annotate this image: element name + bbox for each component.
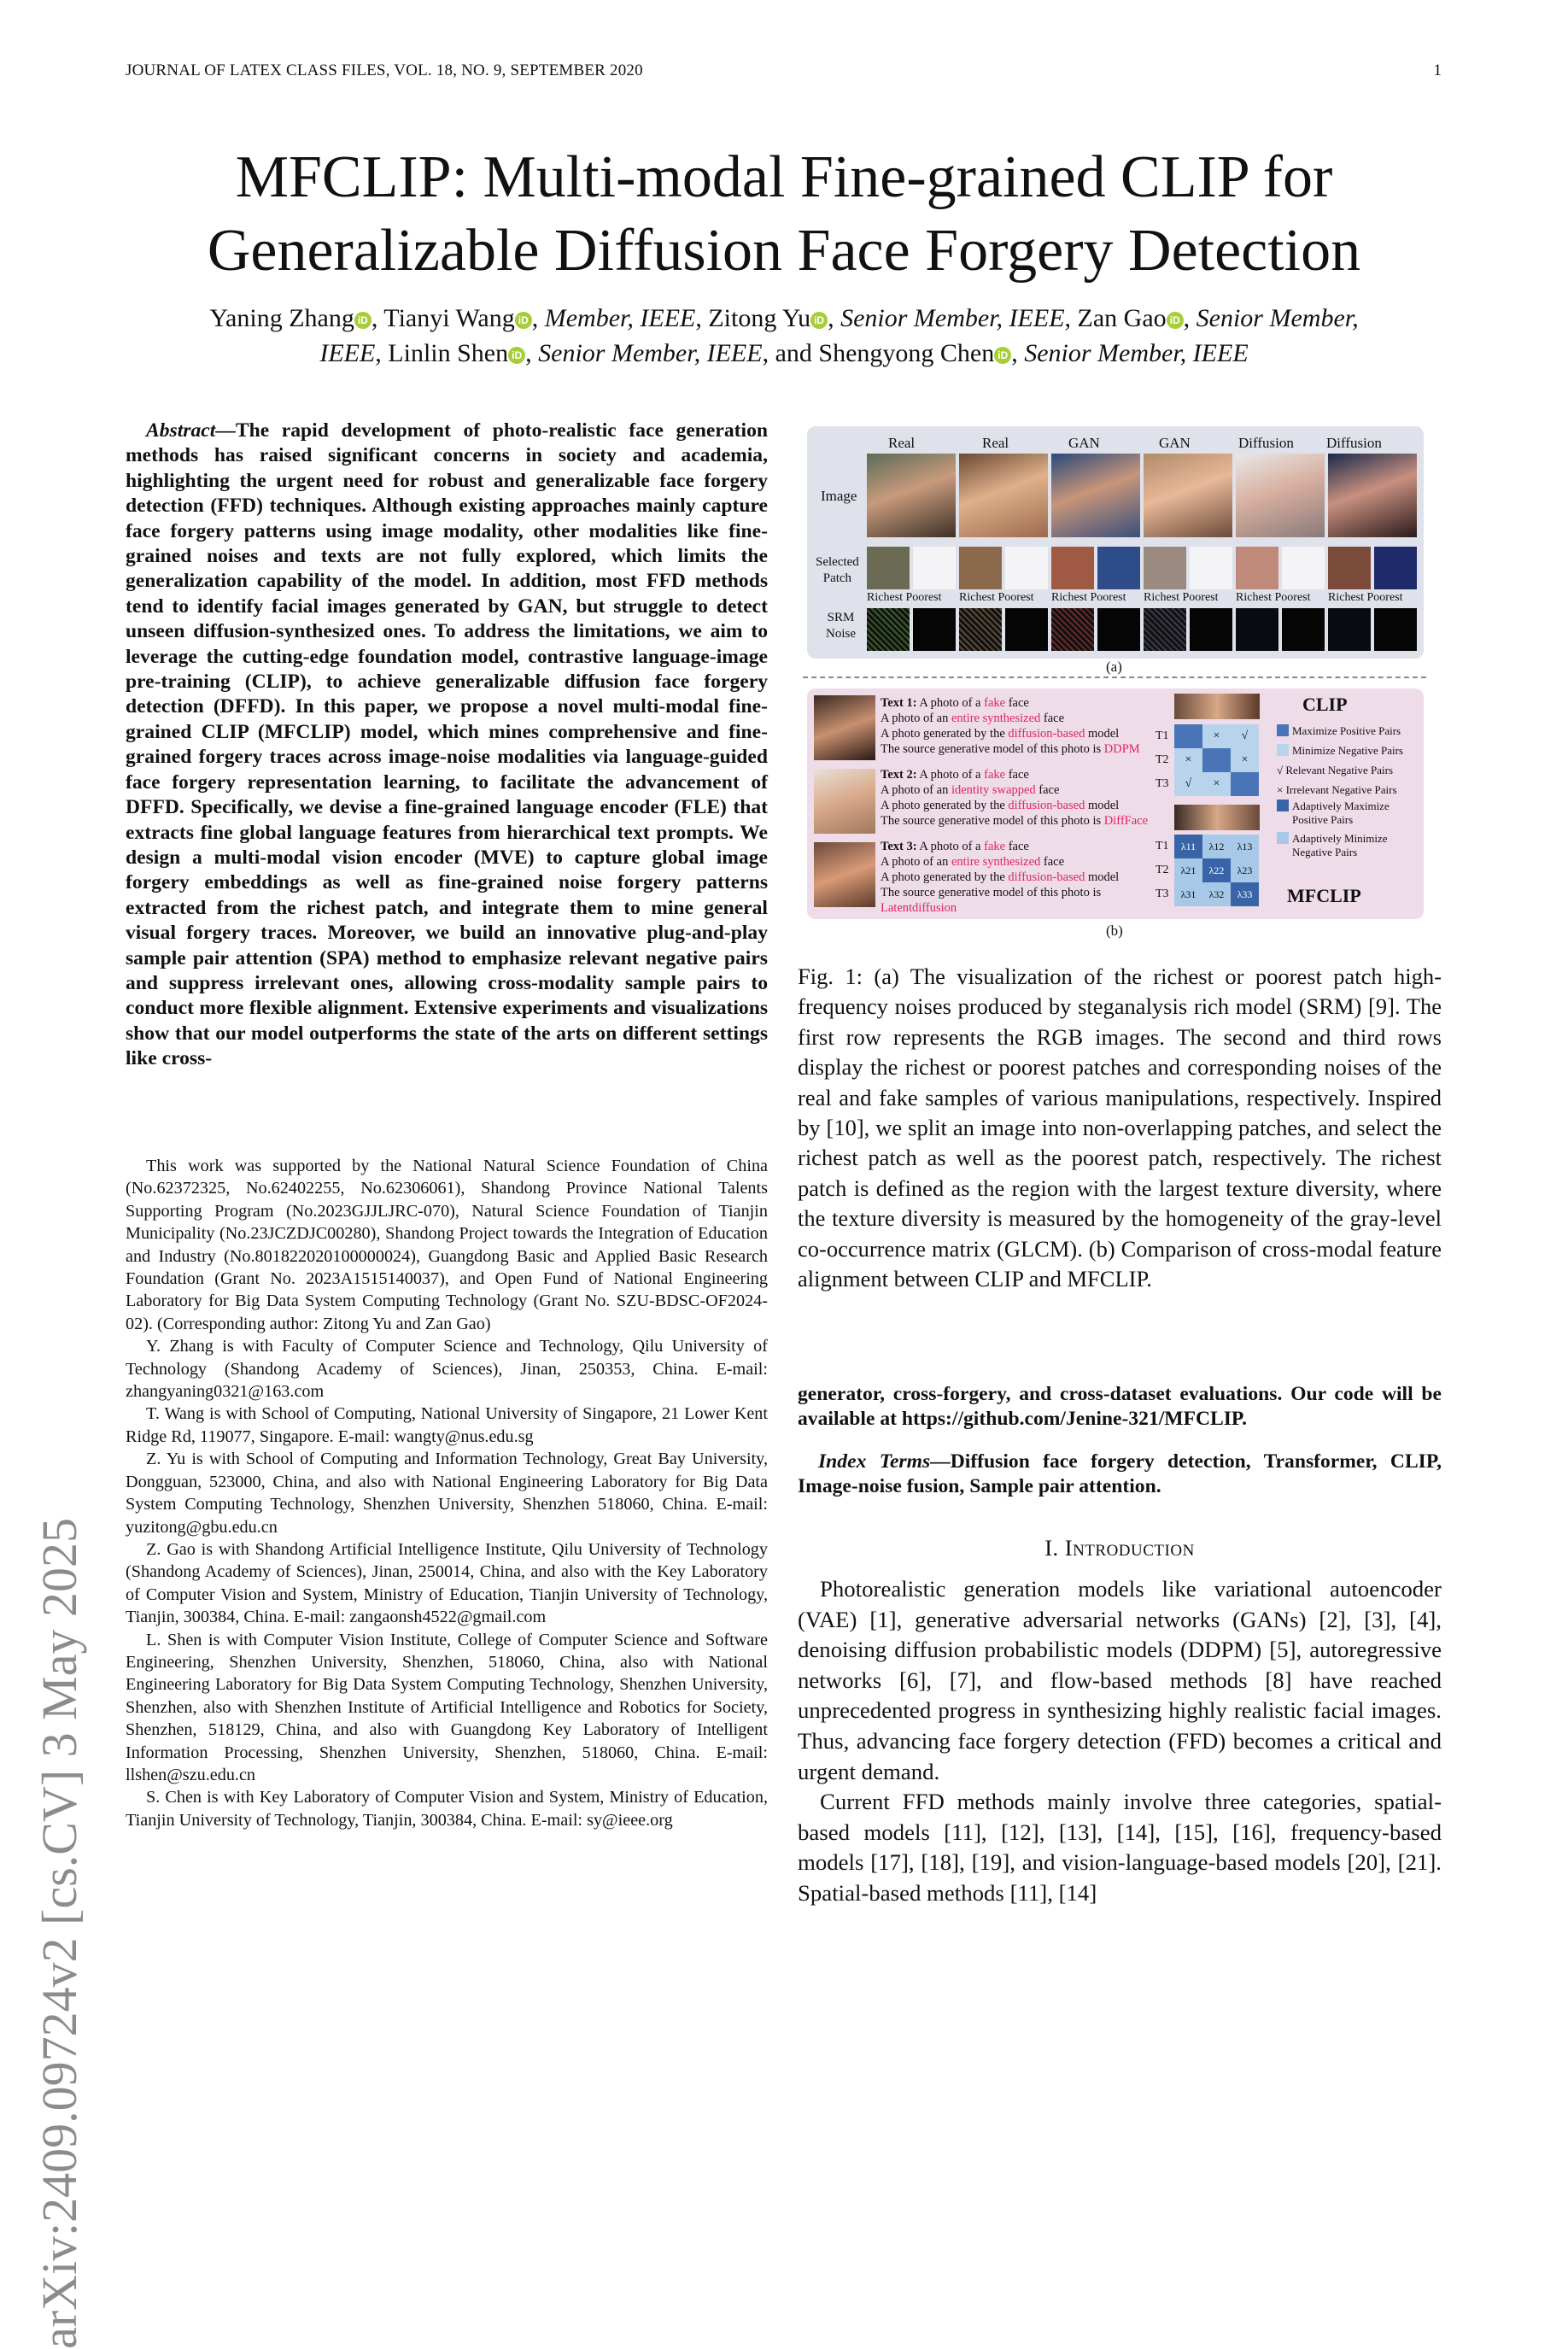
figure-1b-panel: [807, 688, 1424, 919]
orcid-icon[interactable]: iD: [994, 347, 1011, 364]
figure-label-a: (a): [1106, 659, 1122, 675]
noise-poorest: [1374, 608, 1417, 651]
face-image-diffusion-2: [1328, 454, 1417, 537]
paragraph: Photorealistic generation models like variational autoencoder (VAE) [1], generative adversarial networks (GANs) [2], [3], [4], denoising diffusion probabilistic models (DDPM) [5], autoregressive networks [6], [7], and flow-based methods [8] have reached unprecedented progress in synthesizing highly realistic facial images. Thus, advancing face forgery detection (FFD) becomes a critical and urgent demand.: [798, 1576, 1442, 1784]
orcid-icon[interactable]: iD: [354, 312, 372, 329]
noise-richest: [867, 608, 910, 651]
mfclip-alignment-matrix: λ11 λ12 λ13 λ21 λ22 λ23 λ31 λ32 λ33: [1174, 835, 1259, 906]
abstract: [126, 419, 768, 1072]
face-thumbnail-row: [1174, 694, 1260, 719]
mfclip-label: MFCLIP: [1287, 885, 1361, 906]
patch-label: Richest Poorest: [1328, 591, 1403, 604]
abstract-lead: Abstract: [146, 419, 216, 442]
footnotes: [126, 1155, 768, 1831]
author-role: Senior Member,: [1196, 304, 1359, 332]
noise-poorest: [1097, 608, 1140, 651]
index-terms-text: —Diffusion face forgery detection, Transformer, CLIP, Image-noise fusion, Sample pair attention.: [798, 1450, 1442, 1498]
noise-poorest: [1190, 608, 1232, 651]
column-label: Real: [982, 435, 1009, 451]
noise-poorest: [1005, 608, 1048, 651]
figure-caption: Fig. 1: (a) The visualization of the richest or poorest patch high-frequency noises produced by steganalysis rich model (SRM) [9]. The first row represents the RGB images. The second and third rows display the richest or poorest patches and corresponding noises of the real and fake samples of various manipulations, respectively. Inspired by [10], we split an image into non-overlapping patches, and select the richest patch as well as the poorest patch, respectively. The richest patch is defined as the region with the largest texture diversity, where the texture diversity is measured by the homogeneity of the gray-level co-occurrence matrix (GLCM). (b) Comparison of cross-modal feature alignment between CLIP and MFCLIP.: [798, 964, 1442, 1292]
orcid-icon[interactable]: iD: [1167, 312, 1184, 329]
author-name: Zitong Yu: [708, 304, 811, 332]
running-head: JOURNAL OF LATEX CLASS FILES, VOL. 18, NO. 9, SEPTEMBER 2020: [126, 62, 643, 79]
noise-richest: [1144, 608, 1186, 651]
clip-row-labels: T1 T2 T3: [1156, 729, 1169, 790]
patch-richest: [867, 547, 910, 589]
legend: Maximize Positive Pairs Minimize Negative Pairs √ Relevant Negative Pairs × Irrelevant Negative Pairs Adaptively Maximize Positive Pairs Adaptively Minimize Negative Pairs: [1277, 724, 1403, 858]
paper-title: [85, 141, 1483, 288]
noise-poorest: [1282, 608, 1325, 651]
abstract-continuation: generator, cross-forgery, and cross-dataset evaluations. Our code will be available at https://github.com/Jenine-321/MFCLIP.: [798, 1383, 1442, 1431]
noise-richest: [1328, 608, 1371, 651]
author-name: Yaning Zhang: [209, 304, 354, 332]
text-prompt-3: Text 3: A photo of a fake face A photo of an entire synthesized face A photo generated by the diffusion-based model The source generative model of this photo is Latentdiffusion: [881, 840, 1120, 915]
clip-label: CLIP: [1302, 694, 1348, 715]
noise-richest: [1236, 608, 1278, 651]
patch-label: Richest Poorest: [867, 591, 942, 604]
abstract-text: —The rapid development of photo-realistic face generation methods has raised significant concerns in society and academia, highlighting the urgent need for robust and generalizable face forgery detection (FFD) techniques. Although existing approaches mainly capture face forgery patterns using image modality, other modalities like fine-grained noises and texts are not fully explored, which limits the generalization capability of the model. In addition, most FFD methods tend to identify facial images generated by GAN, but struggle to detect unseen diffusion-synthesized ones. To address the limitations, we aim to leverage the cutting-edge foundation model, contrastive language-image pre-training (CLIP), to achieve generalizable diffusion face forgery detection (DFFD). In this paper, we propose a novel multi-modal fine-grained CLIP (MFCLIP) model, which mines comprehensive and fine-grained forgery traces across image-noise modalities via language-guided face forgery representation learning, to facilitate the advancement of DFFD. Specifically, we devise a fine-grained language encoder (FLE) that extracts fine global language features from hierarchical text prompts. We design a multi-modal vision encoder (MVE) to capture global image forgery embeddings as well as fine-grained noise forgery patterns extracted from the richest patch, and integrate them to mine general visual forgery traces. Moreover, we build an innovative plug-and-play sample pair attention (SPA) method to emphasize relevant negative pairs and suppress irrelevant ones, allowing cross-modality sample pairs to conduct more flexible alignment. Extensive experiments and visualizations show that our model outperforms the state of the arts on different settings like cross-: [126, 419, 768, 1070]
clip-alignment-matrix: × √ × × √ ×: [1174, 724, 1259, 796]
patch-label: Richest Poorest: [1144, 591, 1219, 604]
row-label-image: Image: [821, 488, 857, 504]
patch-richest: [1144, 547, 1186, 589]
patch-poorest: [1097, 547, 1140, 589]
face-image-diffusion-1: [1236, 454, 1325, 537]
face-thumbnail: [814, 842, 875, 907]
figure-label-b: (b): [1106, 923, 1123, 939]
patch-richest: [1051, 547, 1094, 589]
index-terms: [798, 1450, 1442, 1500]
orcid-icon[interactable]: iD: [508, 347, 525, 364]
mfclip-row-labels: T1 T2 T3: [1156, 840, 1169, 900]
footnote-affiliation: Y. Zhang is with Faculty of Computer Science and Technology, Qilu University of Technology (Shandong Academy of Sciences), Jinan, 250353, China. E-mail: zhangyaning0321@163.com: [126, 1337, 768, 1402]
author-name: Zan Gao: [1077, 304, 1167, 332]
face-image-real-2: [959, 454, 1048, 537]
text-prompt-1: Text 1: A photo of a fake face A photo of an entire synthesized face A photo generated by the diffusion-based model The source generative model of this photo is DDPM: [881, 696, 1140, 756]
patch-richest: [1236, 547, 1278, 589]
patch-label: Richest Poorest: [1051, 591, 1126, 604]
patch-richest: [959, 547, 1002, 589]
face-thumbnail: [814, 695, 875, 760]
figure-1a-panel: [807, 426, 1424, 659]
index-terms-lead: Index Terms: [818, 1450, 931, 1473]
author-name: and Shengyong Chen: [775, 339, 995, 367]
face-thumbnail: [814, 769, 875, 834]
footnote-funding: This work was supported by the National Natural Science Foundation of China (No.62372325, No.62402255, No.62306061), Shandong Province National Talents Supporting Program (No.2023GJJLJRC-070), Natural Science Foundation of Tianjin Municipality (No.23JCZDJC00280), Shandong Project towards the Integration of Education and Industry (No.801822020100000024), Guangdong Basic and Applied Basic Research Foundation (Grant No. 2023A1515140037), and Open Fund of National Engineering Laboratory for Big Data System Computing Technology (Grant No. SZU-BDSC-OF2024-02). (Corresponding author: Zitong Yu and Zan Gao): [126, 1157, 768, 1333]
author-role: IEEE: [319, 339, 376, 367]
noise-richest: [1051, 608, 1094, 651]
page-number: 1: [1433, 62, 1442, 79]
figure-divider: [803, 677, 1426, 678]
row-label-patch: Selected Patch: [816, 555, 859, 585]
arxiv-stamp: arXiv:2409.09724v2 [cs.CV] 3 May 2025: [32, 1517, 87, 2349]
orcid-icon[interactable]: iD: [810, 312, 828, 329]
column-label: Diffusion: [1326, 435, 1382, 451]
author-list: Yaning Zhang iD , Tianyi Wang iD , Member, IEEE, Zitong Yu iD , Senior Member, IEEE, Zan Gao iD , Senior Member, IEEE, Linlin Shen iD , Senior Member, IEEE, and Shengyong Chen iD , Senior Member, IEEE: [209, 304, 1359, 367]
author-role: Senior Member, IEEE: [1024, 339, 1249, 367]
author-role: Senior Member, IEEE: [840, 304, 1065, 332]
footnote-affiliation: Z. Gao is with Shandong Artificial Intelligence Institute, Qilu University of Technology (Shandong Academy of Sciences), Jinan, 250014, China, and also with the Key Laboratory of Computer Vision and System, Ministry of Education, Tianjin University of Technology, Tianjin, 300384, China. E-mail: zangaonsh4522@gmail.com: [126, 1539, 768, 1627]
title-line-1: MFCLIP: Multi-modal Fine-grained CLIP for: [235, 144, 1333, 210]
orcid-icon[interactable]: iD: [515, 312, 532, 329]
column-label: Real: [888, 435, 916, 451]
author-role: Senior Member, IEEE: [538, 339, 763, 367]
face-image-gan-2: [1144, 454, 1232, 537]
noise-poorest: [913, 608, 956, 651]
patch-label: Richest Poorest: [959, 591, 1034, 604]
patch-richest: [1328, 547, 1371, 589]
face-image-real-1: [867, 454, 956, 537]
introduction-body: [798, 1574, 1442, 1909]
patch-label: Richest Poorest: [1236, 591, 1311, 604]
column-label: GAN: [1068, 435, 1100, 451]
patch-poorest: [1374, 547, 1417, 589]
patch-poorest: [1282, 547, 1325, 589]
author-name: Tianyi Wang: [383, 304, 515, 332]
patch-poorest: [1190, 547, 1232, 589]
author-role: Member, IEEE: [544, 304, 696, 332]
face-thumbnail-row: [1174, 805, 1260, 830]
column-label: GAN: [1159, 435, 1191, 451]
footnote-affiliation: S. Chen is with Key Laboratory of Computer Vision and System, Ministry of Education, Tianjin University of Technology, Tianjin, 300384, China. E-mail: sy@ieee.org: [126, 1788, 768, 1830]
column-label: Diffusion: [1238, 435, 1294, 451]
face-image-gan-1: [1051, 454, 1140, 537]
footnote-affiliation: Z. Yu is with School of Computing and Information Technology, Great Bay University, Dongguan, 523000, China, and also with National Engineering Laboratory for Big Data System Computing Technology, Shenzhen University, Shenzhen 518060, China. E-mail: yuzitong@gbu.edu.cn: [126, 1450, 768, 1537]
patch-poorest: [1005, 547, 1048, 589]
text-prompt-2: Text 2: A photo of a fake face A photo of an identity swapped face A photo generated by the diffusion-based model The source generative model of this photo is DiffFace: [881, 768, 1149, 828]
section-heading: I. Introduction: [1044, 1535, 1195, 1561]
noise-richest: [959, 608, 1002, 651]
patch-poorest: [913, 547, 956, 589]
paragraph: Current FFD methods mainly involve three categories, spatial-based models [11], [12], [13], [14], [15], [16], frequency-based models [17], [18], [19], and vision-language-based models [20], [21]. Spatial-based methods [11], [14]: [798, 1789, 1442, 1906]
footnote-affiliation: T. Wang is with School of Computing, National University of Singapore, 21 Lower Kent Ridge Rd, 119077, Singapore. E-mail: wangty@nus.edu.sg: [126, 1404, 768, 1446]
row-label-noise: SRM Noise: [826, 611, 856, 641]
footnote-affiliation: L. Shen is with Computer Vision Institute, College of Computer Science and Software Engineering, Shenzhen University, Shenzhen, 518060, China, also with National Engineering Laboratory for Big Data System Computing Technology, Shenzhen University, Shenzhen, also with Shenzhen Institute of Artificial Intelligence and Robotics for Society, Shenzhen, 518129, China, and also with Guangdong Key Laboratory of Intelligent Information Processing, Shenzhen University, Shenzhen, 518060, China. E-mail: llshen@szu.edu.cn: [126, 1630, 768, 1784]
author-name: Linlin Shen: [388, 339, 509, 367]
title-line-2: Generalizable Diffusion Face Forgery Detection: [207, 218, 1361, 284]
